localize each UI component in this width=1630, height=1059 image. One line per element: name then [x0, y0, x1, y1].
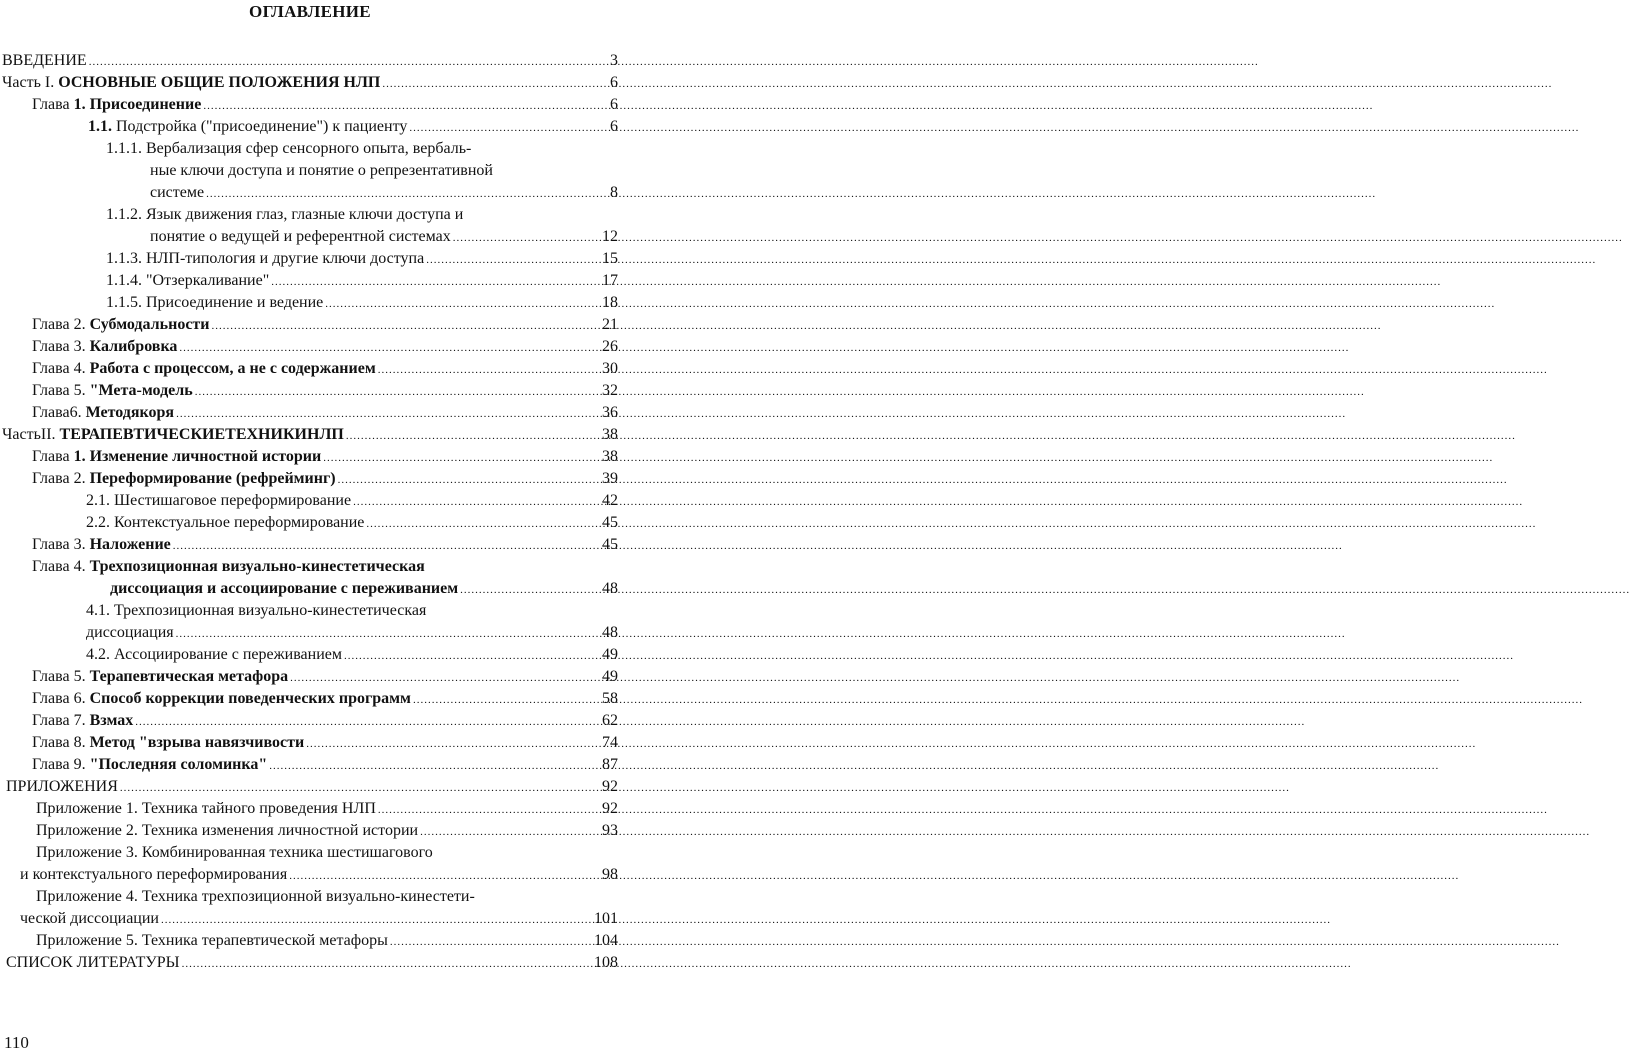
toc-leader-dots	[271, 270, 600, 293]
toc-row	[0, 688, 620, 710]
toc-page-number: 98	[602, 866, 618, 883]
toc-entry-text	[36, 930, 388, 952]
toc-leader-dots	[203, 94, 608, 117]
toc-entry-text	[32, 556, 425, 578]
toc-entry[interactable]	[106, 204, 618, 226]
toc-entry-text-part: Глава 9.	[32, 756, 90, 773]
toc-row	[0, 292, 620, 314]
toc-page-number: 8	[610, 184, 618, 201]
toc-entry[interactable]	[106, 248, 618, 271]
page-title: ОГЛАВЛЕНИЕ	[249, 2, 371, 21]
toc-entry-text-part: Глава 2.	[32, 470, 90, 487]
toc-leader-dots	[460, 578, 600, 601]
toc-row	[0, 50, 620, 72]
toc-leader-dots	[179, 336, 600, 359]
toc-entry-text-part: и контекстуального переформирования	[20, 866, 288, 883]
toc-page-number: 39	[602, 470, 618, 487]
toc-row	[0, 490, 620, 512]
toc-row	[0, 160, 620, 182]
toc-leader-dots	[409, 116, 608, 139]
toc-entry-text-part: Глава 7.	[32, 712, 90, 729]
toc-row	[0, 908, 620, 930]
toc-entry-text-part: Глава 3.	[32, 338, 90, 355]
toc-entry-text	[36, 842, 433, 864]
toc-page-number: 6	[610, 96, 618, 113]
toc-entry-text	[32, 754, 267, 776]
toc-row	[0, 534, 620, 556]
toc-entry[interactable]	[36, 798, 618, 821]
toc-entry-text-part: понятие о ведущей и референтной системах	[150, 228, 451, 245]
toc-entry-text	[36, 798, 376, 820]
toc-page-number: 30	[602, 360, 618, 377]
toc-entry[interactable]	[6, 776, 618, 799]
toc-row	[0, 270, 620, 292]
toc-entry-text-part: Приложение 1. Техника тайного проведения НЛП	[36, 800, 376, 817]
toc-page-number: 48	[602, 624, 618, 641]
toc-entry-text	[32, 380, 193, 402]
toc-entry[interactable]	[36, 842, 618, 864]
toc-entry[interactable]	[88, 116, 618, 139]
toc-entry[interactable]	[20, 908, 618, 931]
toc-page-number: 32	[602, 382, 618, 399]
toc-entry-text-part: Подстройка ("присоединение") к пациенту	[112, 118, 408, 135]
toc-entry-text-part: Глава 6.	[32, 690, 90, 707]
table-of-contents	[0, 50, 620, 974]
toc-entry-text	[32, 534, 171, 556]
toc-entry-text-part: диссоциация	[86, 624, 174, 641]
toc-entry[interactable]	[86, 644, 618, 667]
toc-row	[0, 820, 620, 842]
toc-entry-text	[106, 270, 269, 292]
toc-page-number: 92	[602, 778, 618, 795]
toc-entry-text	[36, 820, 418, 842]
toc-page-number: 18	[602, 294, 618, 311]
toc-entry-text-part: 1.1.	[88, 118, 112, 135]
toc-entry-text	[106, 248, 424, 270]
toc-entry-text	[32, 314, 210, 336]
toc-entry-text-part: 1.1.1. Вербализация сфер сенсорного опыта, вербаль-	[106, 140, 472, 157]
toc-entry-text-part: Глава	[32, 96, 74, 113]
toc-entry-text-part: 1. Присоединение	[73, 96, 202, 113]
toc-page-number: 45	[602, 536, 618, 553]
toc-leader-dots	[338, 468, 600, 491]
toc-row	[0, 754, 620, 776]
toc-leader-dots	[182, 952, 592, 975]
toc-entry-text	[36, 886, 475, 908]
toc-leader-dots	[420, 820, 600, 843]
toc-entry-text	[86, 512, 364, 534]
toc-entry-text	[2, 50, 87, 72]
toc-entry-text	[150, 160, 493, 182]
toc-row	[0, 666, 620, 688]
toc-entry[interactable]	[150, 226, 618, 249]
toc-row	[0, 644, 620, 666]
toc-row	[0, 468, 620, 490]
toc-entry-text	[150, 226, 451, 248]
toc-entry[interactable]	[106, 138, 618, 160]
toc-entry-text-part: СПИСОК ЛИТЕРАТУРЫ	[6, 954, 180, 971]
toc-page-number: 92	[602, 800, 618, 817]
toc-entry[interactable]	[32, 556, 618, 578]
toc-leader-dots	[89, 50, 608, 73]
toc-entry[interactable]	[150, 182, 618, 205]
toc-entry[interactable]	[32, 336, 618, 359]
toc-entry-text-part: 4.2. Ассоциирование с переживанием	[86, 646, 342, 663]
toc-leader-dots	[346, 424, 600, 447]
toc-entry-text	[150, 182, 204, 204]
toc-entry[interactable]	[86, 512, 618, 535]
toc-row	[0, 94, 620, 116]
toc-leader-dots	[195, 380, 600, 403]
page-number: 110	[4, 1033, 29, 1052]
toc-entry[interactable]	[36, 930, 618, 953]
toc-entry-text-part: Способ коррекции поведенческих программ	[89, 690, 411, 707]
toc-leader-dots	[120, 776, 600, 799]
toc-entry-text	[32, 94, 201, 116]
toc-entry-text-part: Глава 3.	[32, 536, 90, 553]
toc-entry-text-part: Метод "взрыва навязчивости	[89, 734, 305, 751]
toc-entry-text	[110, 578, 458, 600]
toc-page-number: 38	[602, 426, 618, 443]
toc-entry-text-part: Приложение 5. Техника терапевтической метафоры	[36, 932, 388, 949]
toc-page-number: 93	[602, 822, 618, 839]
document-page	[0, 0, 620, 1059]
toc-entry[interactable]	[32, 534, 618, 557]
toc-entry-text-part: 1. Изменение личностной истории	[73, 448, 322, 465]
toc-row	[0, 622, 620, 644]
toc-entry-text	[106, 292, 323, 314]
toc-row	[0, 930, 620, 952]
toc-entry[interactable]	[86, 600, 618, 622]
toc-row	[0, 204, 620, 226]
toc-entry-text-part: ЧастьII.	[2, 426, 60, 443]
toc-entry-text-part: диссоциация и ассоциирование с переживанием	[110, 580, 459, 597]
toc-row	[0, 314, 620, 336]
toc-entry-text-part: Глава 8.	[32, 734, 90, 751]
toc-entry-text-part: Терапевтическая метафора	[89, 668, 289, 685]
toc-entry-text-part: Глава 5.	[32, 382, 90, 399]
toc-entry-text	[32, 336, 177, 358]
toc-row	[0, 424, 620, 446]
toc-entry-text-part: Глава 5.	[32, 668, 90, 685]
toc-entry-text-part: ческой диссоциации	[20, 910, 159, 927]
toc-entry[interactable]	[32, 468, 618, 491]
toc-entry[interactable]	[20, 864, 618, 887]
toc-entry[interactable]	[32, 688, 618, 711]
toc-entry[interactable]	[150, 160, 618, 182]
toc-page-number: 12	[602, 228, 618, 245]
toc-page-number: 108	[594, 954, 618, 971]
toc-leader-dots	[390, 930, 592, 953]
toc-leader-dots	[453, 226, 600, 249]
toc-leader-dots	[323, 446, 600, 469]
toc-entry-text	[20, 908, 159, 930]
toc-leader-dots	[269, 754, 600, 777]
toc-leader-dots	[290, 666, 600, 689]
toc-entry[interactable]	[32, 754, 618, 777]
toc-entry-text-part: Взмах	[89, 712, 134, 729]
toc-page-number: 49	[602, 646, 618, 663]
toc-row	[0, 226, 620, 248]
toc-page-number: 104	[594, 932, 618, 949]
toc-entry[interactable]	[32, 94, 618, 117]
toc-entry-text	[32, 732, 304, 754]
toc-page-number: 74	[602, 734, 618, 751]
toc-leader-dots	[378, 358, 600, 381]
toc-row	[0, 182, 620, 204]
toc-page-number: 21	[602, 316, 618, 333]
toc-entry-text-part: ные ключи доступа и понятие о репрезентативной	[150, 162, 493, 179]
toc-entry[interactable]	[32, 710, 618, 733]
toc-entry-text-part: Калибровка	[89, 338, 178, 355]
toc-entry-text-part: Приложение 2. Техника изменения личностной истории	[36, 822, 419, 839]
toc-entry-text-part: 2.1. Шестишаговое переформирование	[86, 492, 352, 509]
toc-page-number: 58	[602, 690, 618, 707]
toc-entry-text	[32, 710, 133, 732]
toc-row	[0, 380, 620, 402]
toc-row	[0, 600, 620, 622]
toc-entry-text	[6, 952, 180, 974]
toc-entry-text	[106, 204, 463, 226]
toc-leader-dots	[173, 534, 600, 557]
toc-page-number: 26	[602, 338, 618, 355]
toc-row	[0, 952, 620, 974]
toc-leader-dots	[161, 908, 592, 931]
toc-leader-dots	[382, 72, 608, 95]
toc-page-number: 38	[602, 448, 618, 465]
toc-entry[interactable]	[32, 380, 618, 403]
toc-entry-text	[86, 600, 426, 622]
toc-row	[0, 336, 620, 358]
toc-entry[interactable]	[86, 622, 618, 645]
toc-entry-text	[20, 864, 287, 886]
toc-leader-dots	[306, 732, 600, 755]
toc-page-number: 62	[602, 712, 618, 729]
toc-entry-text-part: Субмодальности	[89, 316, 210, 333]
toc-entry-text	[86, 622, 174, 644]
toc-entry-text-part: ОСНОВНЫЕ ОБЩИЕ ПОЛОЖЕНИЯ НЛП	[58, 74, 381, 91]
toc-entry-text	[106, 138, 471, 160]
toc-entry[interactable]	[110, 578, 618, 601]
toc-entry[interactable]	[36, 820, 618, 843]
toc-entry-text	[32, 402, 174, 424]
toc-leader-dots	[344, 644, 600, 667]
toc-entry[interactable]	[32, 402, 618, 425]
toc-entry-text-part: 4.1. Трехпозиционная визуально-кинестетическая	[86, 602, 427, 619]
toc-row	[0, 578, 620, 600]
toc-entry-text-part: ТЕРАПЕВТИЧЕСКИЕТЕХНИКИНЛП	[59, 426, 344, 443]
toc-page-number: 45	[602, 514, 618, 531]
toc-entry-text	[32, 688, 411, 710]
toc-entry-text	[32, 358, 376, 380]
toc-entry-text-part: Наложение	[89, 536, 171, 553]
toc-entry[interactable]	[36, 886, 618, 908]
toc-entry-text-part: ВВЕДЕНИЕ	[2, 52, 87, 69]
toc-row	[0, 732, 620, 754]
toc-entry-text-part: Переформирование (рефрейминг)	[89, 470, 336, 487]
toc-row	[0, 512, 620, 534]
toc-entry-text	[88, 116, 407, 138]
toc-page-number: 48	[602, 580, 618, 597]
toc-entry[interactable]	[6, 952, 618, 975]
toc-row	[0, 798, 620, 820]
toc-leader-dots	[135, 710, 600, 733]
toc-entry[interactable]	[106, 270, 618, 293]
toc-leader-dots	[325, 292, 600, 315]
toc-row	[0, 72, 620, 94]
toc-page-number: 36	[602, 404, 618, 421]
toc-entry-text-part: Приложение 3. Комбинированная техника шестишагового	[36, 844, 433, 861]
toc-page-number: 15	[602, 250, 618, 267]
toc-row	[0, 886, 620, 908]
toc-entry-text-part: 1.1.2. Язык движения глаз, глазные ключи доступа и	[106, 206, 464, 223]
toc-row	[0, 116, 620, 138]
toc-entry-text-part: Трехпозиционная визуально-кинестетическая	[89, 558, 425, 575]
toc-entry-text	[86, 490, 351, 512]
toc-entry-text-part: Глава	[32, 448, 74, 465]
toc-leader-dots	[206, 182, 608, 205]
toc-entry-text	[32, 468, 336, 490]
toc-row	[0, 402, 620, 424]
toc-entry-text-part: Глава 2.	[32, 316, 90, 333]
toc-leader-dots	[212, 314, 601, 337]
toc-page-number: 42	[602, 492, 618, 509]
toc-leader-dots	[426, 248, 600, 271]
toc-page-number: 6	[610, 118, 618, 135]
toc-entry-text-part: Глава6.	[32, 404, 86, 421]
toc-entry-text-part: "Мета-модель	[89, 382, 193, 399]
toc-leader-dots	[176, 622, 600, 645]
toc-entry[interactable]	[106, 292, 618, 315]
toc-row	[0, 842, 620, 864]
toc-entry[interactable]	[2, 50, 618, 73]
toc-entry-text-part: Приложение 4. Техника трехпозиционной визуально-кинестети-	[36, 888, 475, 905]
toc-row	[0, 556, 620, 578]
toc-page-number: 17	[602, 272, 618, 289]
toc-row	[0, 710, 620, 732]
toc-entry-text-part: Работа с процессом, а не с содержанием	[89, 360, 376, 377]
toc-page-number: 49	[602, 668, 618, 685]
toc-entry-text	[2, 424, 344, 446]
toc-entry[interactable]	[32, 314, 618, 337]
toc-entry-text	[6, 776, 118, 798]
toc-entry-text	[32, 666, 288, 688]
toc-entry-text-part: 1.1.4. "Отзеркаливание"	[106, 272, 270, 289]
toc-entry[interactable]	[2, 424, 618, 447]
toc-row	[0, 446, 620, 468]
toc-entry-text-part: ПРИЛОЖЕНИЯ	[6, 778, 118, 795]
toc-entry[interactable]	[86, 490, 618, 513]
toc-entry-text-part: Методякоря	[85, 404, 175, 421]
toc-entry-text-part: Часть I.	[2, 74, 59, 91]
toc-entry-text-part: Глава 4.	[32, 558, 90, 575]
toc-row	[0, 358, 620, 380]
toc-leader-dots	[413, 688, 600, 711]
toc-entry-text-part: системе	[150, 184, 205, 201]
toc-row	[0, 864, 620, 886]
toc-leader-dots	[366, 512, 600, 535]
toc-page-number: 6	[610, 74, 618, 91]
toc-page-number: 3	[610, 52, 618, 69]
toc-row	[0, 248, 620, 270]
toc-row	[0, 138, 620, 160]
toc-leader-dots	[378, 798, 600, 821]
toc-leader-dots	[176, 402, 600, 425]
toc-page-number: 101	[594, 910, 618, 927]
toc-leader-dots	[289, 864, 600, 887]
toc-page-number: 87	[602, 756, 618, 773]
toc-entry[interactable]	[32, 732, 618, 755]
toc-leader-dots	[353, 490, 600, 513]
toc-entry[interactable]	[32, 358, 618, 381]
toc-entry-text	[32, 446, 321, 468]
toc-entry-text-part: Глава 4.	[32, 360, 90, 377]
toc-entry[interactable]	[32, 666, 618, 689]
toc-entry-text-part: 1.1.5. Присоединение и ведение	[106, 294, 324, 311]
toc-entry-text	[2, 72, 380, 94]
toc-entry-text-part: "Последняя соломинка"	[89, 756, 268, 773]
toc-entry-text	[86, 644, 342, 666]
toc-entry[interactable]	[32, 446, 618, 469]
toc-row	[0, 776, 620, 798]
toc-entry-text-part: 2.2. Контекстуальное переформирование	[86, 514, 365, 531]
toc-entry-text-part: 1.1.3. НЛП-типология и другие ключи доступа	[106, 250, 425, 267]
toc-entry[interactable]	[2, 72, 618, 95]
